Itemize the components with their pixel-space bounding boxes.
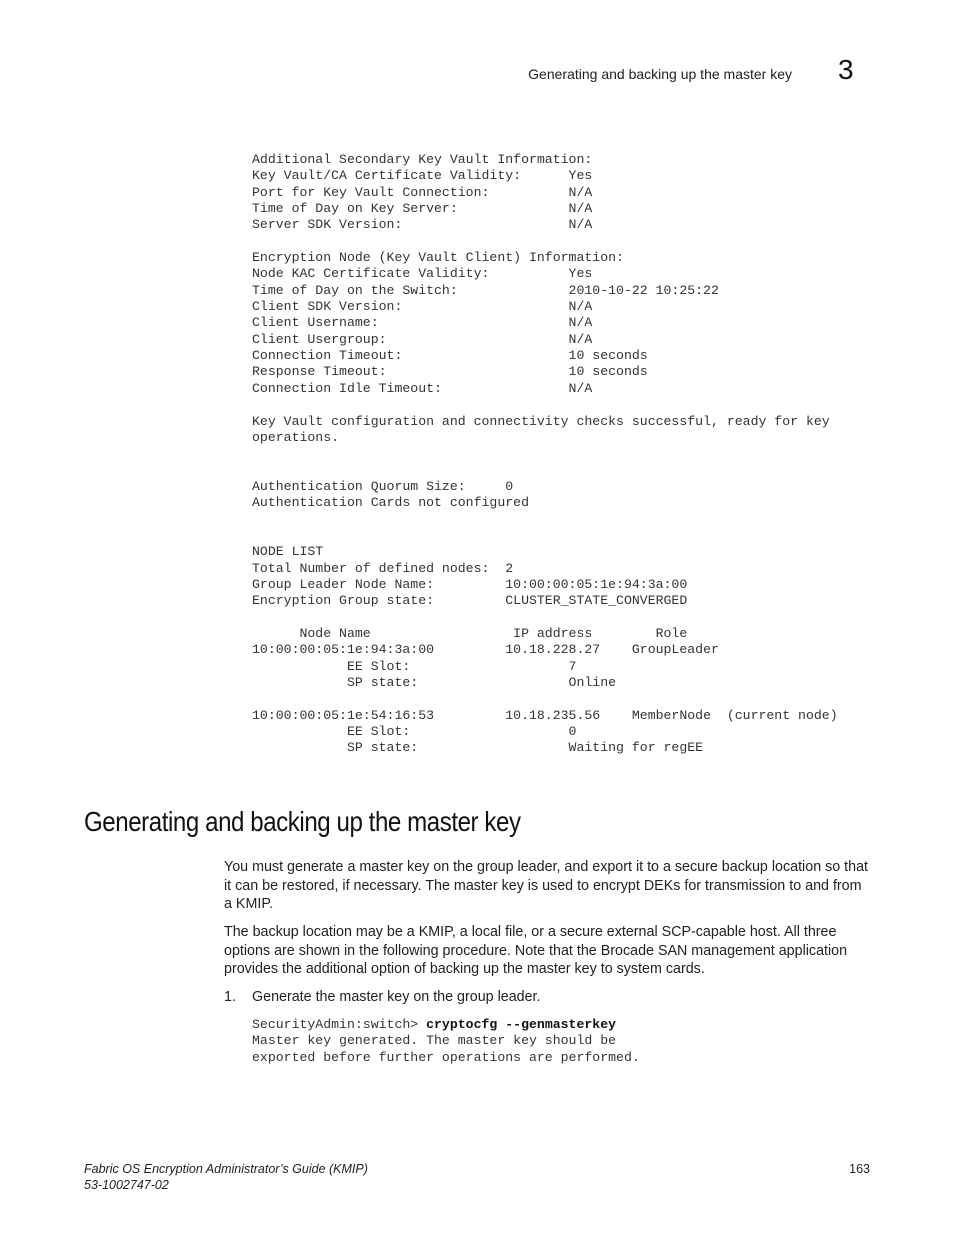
cli-command: cryptocfg --genmasterkey — [426, 1017, 617, 1032]
footer-page-number: 163 — [849, 1162, 870, 1176]
procedure-step-1 — [224, 989, 541, 1005]
body-paragraph-2: The backup location may be a KMIP, a local file, or a secure external SCP-capable host. All three options are shown in the following procedure. Note that the Brocade SAN management application provides the additional option of backing up the master key to system cards. — [224, 924, 848, 978]
footer-document-title: Fabric OS Encryption Administrator’s Guide (KMIP) — [84, 1162, 368, 1176]
section-heading: Generating and backing up the master key — [84, 806, 521, 837]
running-header-title: Generating and backing up the master key — [528, 66, 792, 82]
step-text: Generate the master key on the group leader. — [252, 989, 541, 1005]
body-paragraph-1: You must generate a master key on the group leader, and export it to a secure backup location so that it can be restored, if necessary. The master key is used to encrypt DEKs for transmission to and from a KMIP. — [224, 859, 869, 913]
footer-document-number: 53-1002747-02 — [84, 1178, 169, 1192]
cli-prompt: SecurityAdmin:switch> — [252, 1017, 427, 1032]
step-number: 1. — [224, 989, 236, 1005]
cli-output-block: Additional Secondary Key Vault Information: Key Vault/CA Certificate Validity: Yes Port for Key Vault Connection: N/A Time of Day on Key Server: N/A Server SDK Version: N/A Encryption Node (Key Vault Client) Information: Node KAC Certificate Validity: Yes Time of Day on the Switch: 2010-10-22 10:25:22 Client SDK Version: N/A Client Username: N/A Client Usergroup: N/A Connection Timeout: 10 seconds Response Timeout: 10 seconds Connection Idle Timeout: N/A Key Vault configuration and connectivity checks successful, ready for key operations. Authentication Quorum Size: 0 Authentication Cards not configured NODE LIST Total Number of defined nodes: 2 Group Leader Node Name: 10:00:00:05:1e:94:3a:00 Encryption Group state: CLUSTER_STATE_CONVERGED Node Name IP address Role 10:00:00:05:1e:94:3a:00 10.18.228.27 GroupLeader EE Slot: 7 SP state: Online 10:00:00:05:1e:54:16:53 10.18.235.56 MemberNode (current node) EE Slot: 0 SP state: Waiting for regEE — [252, 152, 838, 756]
cli-command-output: Master key generated. The master key should be exported before further operations are performed. — [252, 1033, 640, 1065]
command-example-block — [252, 1017, 640, 1066]
chapter-number: 3 — [838, 54, 854, 85]
